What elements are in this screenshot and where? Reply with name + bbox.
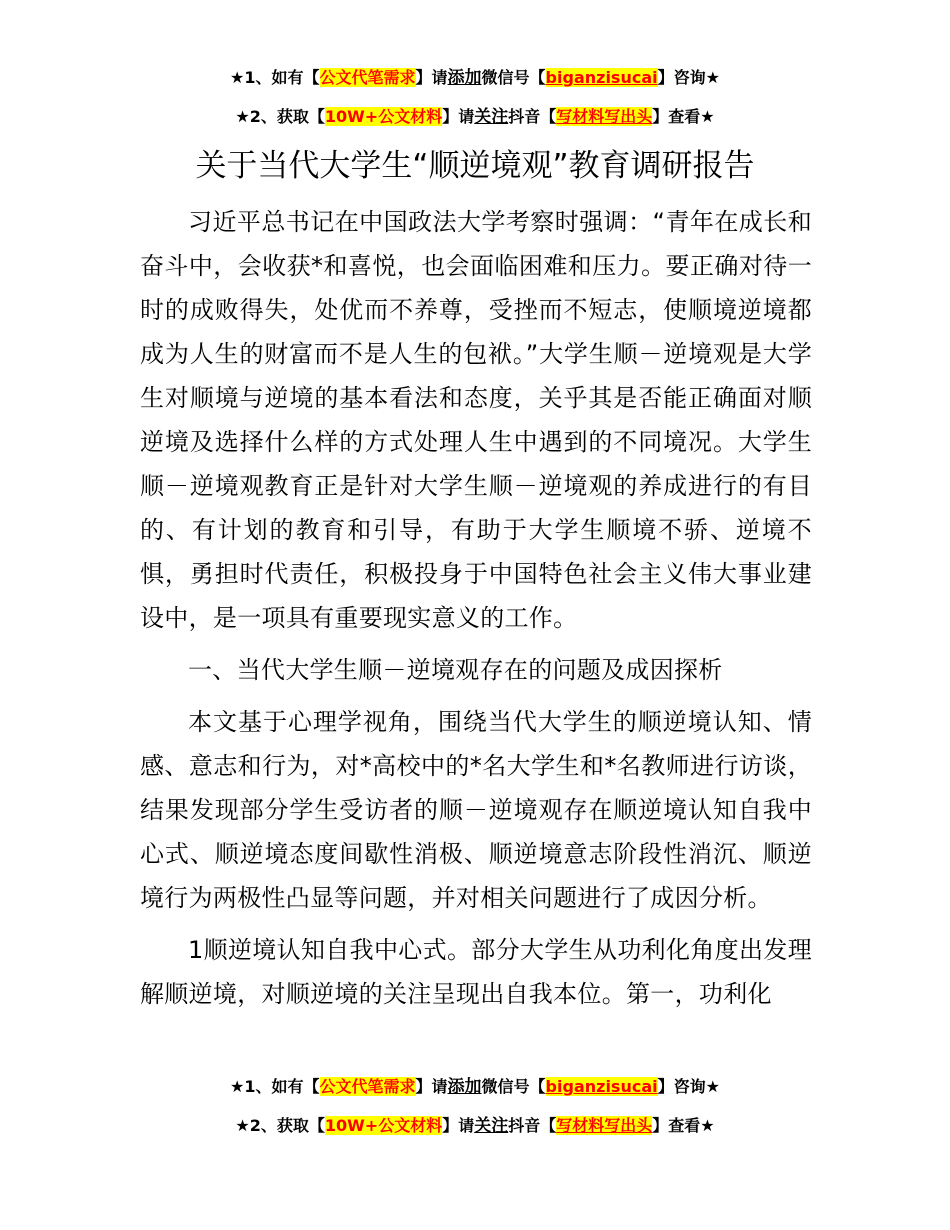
banner-wechat-id[interactable]: biganzisucai: [545, 68, 658, 87]
document-title: 关于当代大学生“顺逆境观”教育调研报告: [195, 148, 755, 184]
banner-emphasis: 关注: [474, 1116, 509, 1136]
banner-text: 】请: [442, 107, 475, 126]
banner-prefix: ★2、获取【: [235, 1116, 325, 1135]
section-heading-1: 一、当代大学生顺－逆境观存在的问题及成因探析: [188, 656, 723, 684]
banner-emphasis: 添加: [447, 68, 482, 88]
banner-suffix: 】咨询★: [657, 68, 720, 87]
banner-douyin-account[interactable]: 写材料写出头: [556, 1116, 653, 1135]
top-banner-line-2: [0, 105, 950, 129]
document-body: [140, 200, 812, 1016]
banner-text: 微信号【: [481, 1077, 546, 1096]
banner-text: 抖音【: [508, 107, 557, 126]
banner-emphasis: 添加: [447, 1077, 482, 1097]
banner-highlight-materials: 10W+公文材料: [324, 1116, 443, 1135]
banner-wechat-id[interactable]: biganzisucai: [545, 1077, 658, 1096]
banner-text: 】请: [415, 1077, 448, 1096]
banner-emphasis: 关注: [474, 107, 509, 127]
banner-suffix: 】查看★: [652, 1116, 715, 1135]
banner-highlight-materials: 10W+公文材料: [324, 107, 443, 126]
banner-text: 】请: [415, 68, 448, 87]
banner-prefix: ★1、如有【: [230, 68, 320, 87]
banner-prefix: ★1、如有【: [230, 1077, 320, 1096]
paragraph-method: 本文基于心理学视角，围绕当代大学生的顺逆境认知、情感、意志和行为，对*高校中的*名大学生和*名教师进行访谈，结果发现部分学生受访者的顺－逆境观存在顺逆境认知自我中心式、顺逆境态度间歇性消极、顺逆境意志阶段性消沉、顺逆境行为两极性凸显等问题，并对相关问题进行了成因分析。: [140, 708, 812, 912]
top-banner-line-1: [0, 66, 950, 90]
paragraph-intro: 习近平总书记在中国政法大学考察时强调：“青年在成长和奋斗中，会收获*和喜悦，也会面临困难和压力。要正确对待一时的成败得失，处优而不养尊，受挫而不短志，使顺境逆境都成为人生的财富而不是人生的包袱。”大学生顺－逆境观是大学生对顺境与逆境的基本看法和态度，关乎其是否能正确面对顺逆境及选择什么样的方式处理人生中遇到的不同境况。大学生顺－逆境观教育正是针对大学生顺－逆境观的养成进行的有目的、有计划的教育和引导，有助于大学生顺境不骄、逆境不惧，勇担时代责任，积极投身于中国特色社会主义伟大事业建设中，是一项具有重要现实意义的工作。: [140, 208, 812, 632]
banner-text: 】请: [442, 1116, 475, 1135]
banner-highlight-service: 公文代笔需求: [319, 68, 416, 87]
banner-prefix: ★2、获取【: [235, 107, 325, 126]
banner-text: 抖音【: [508, 1116, 557, 1135]
banner-douyin-account[interactable]: 写材料写出头: [556, 107, 653, 126]
banner-text: 微信号【: [481, 68, 546, 87]
banner-suffix: 】咨询★: [657, 1077, 720, 1096]
paragraph-point-1: 1顺逆境认知自我中心式。部分大学生从功利化角度出发理解顺逆境，对顺逆境的关注呈现出自我本位。第一，功利化: [140, 936, 812, 1008]
banner-suffix: 】查看★: [652, 107, 715, 126]
bottom-banner-line-2: [0, 1114, 950, 1138]
bottom-banner-line-1: [0, 1075, 950, 1099]
banner-highlight-service: 公文代笔需求: [319, 1077, 416, 1096]
